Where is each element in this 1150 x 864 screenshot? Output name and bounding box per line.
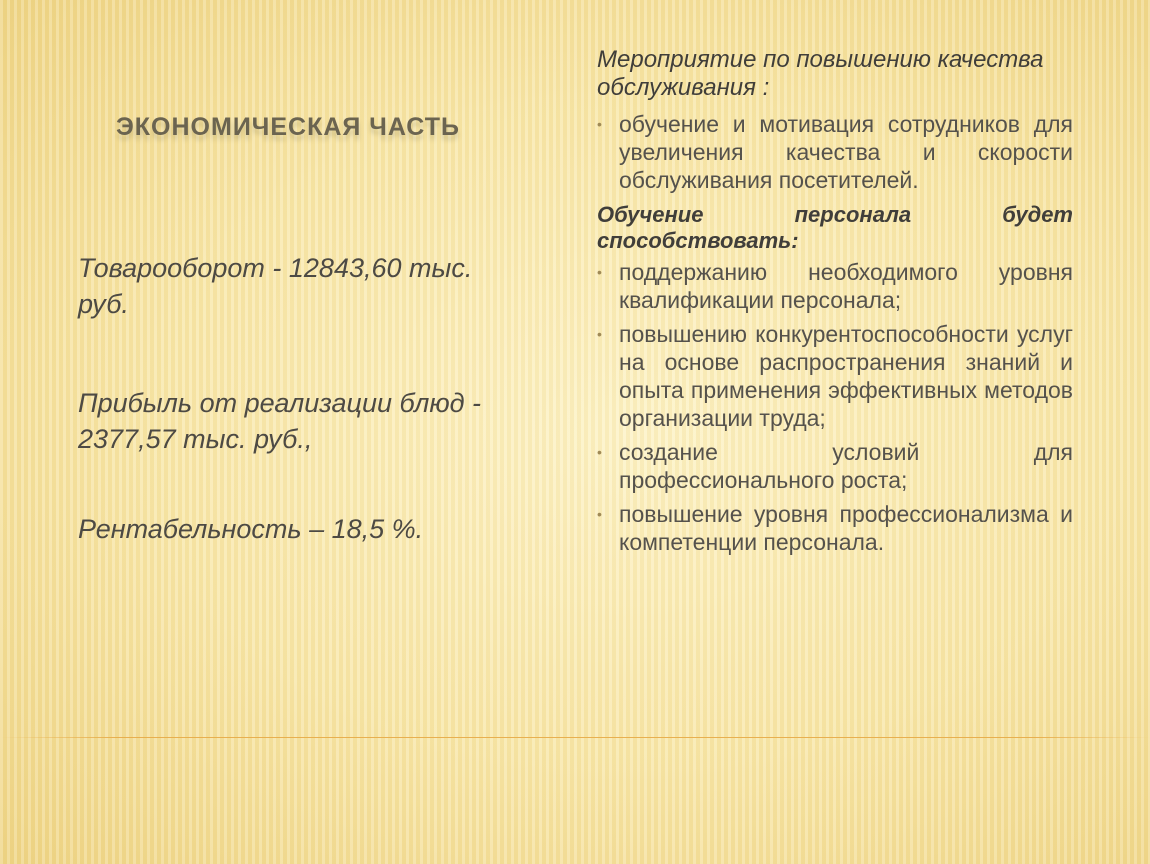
right-column: [597, 46, 1073, 562]
list-item: • поддержанию необходимого уровня квалификации персонала;: [597, 259, 1073, 313]
measure-heading: Мероприятие по повышению качества обслуживания :: [597, 46, 1044, 101]
list-item: • повышению конкурентоспособности услуг на основе распространения знаний и опыта применения эффективных методов организации труда;: [597, 321, 1073, 431]
list-item: • обучение и мотивация сотрудников для увеличения качества и скорости обслуживания посетителей.: [597, 111, 1073, 193]
bullet-icon: •: [597, 444, 602, 460]
list-item: • повышение уровня профессионализма и компетенции персонала.: [597, 501, 1073, 555]
training-subheading: Обучение персонала будет способствовать:: [597, 202, 1073, 253]
bullet-icon: •: [597, 506, 602, 522]
bullet-icon: •: [597, 116, 602, 132]
section-title: ЭКОНОМИЧЕСКАЯ ЧАСТЬ: [116, 113, 460, 141]
list-item: • создание условий для профессионального роста;: [597, 439, 1073, 493]
measure-list: [597, 110, 1073, 194]
stat-turnover: Товарооборот - 12843,60 тыс. руб.: [78, 253, 473, 319]
training-benefits-list: [597, 258, 1073, 556]
stat-profitability: Рентабельность – 18,5 %.: [78, 514, 424, 544]
decorative-divider: [0, 737, 1150, 738]
stat-profit: Прибыль от реализации блюд - 2377,57 тыс. руб.,: [78, 388, 482, 454]
bullet-icon: •: [597, 264, 602, 280]
bullet-icon: •: [597, 326, 602, 342]
